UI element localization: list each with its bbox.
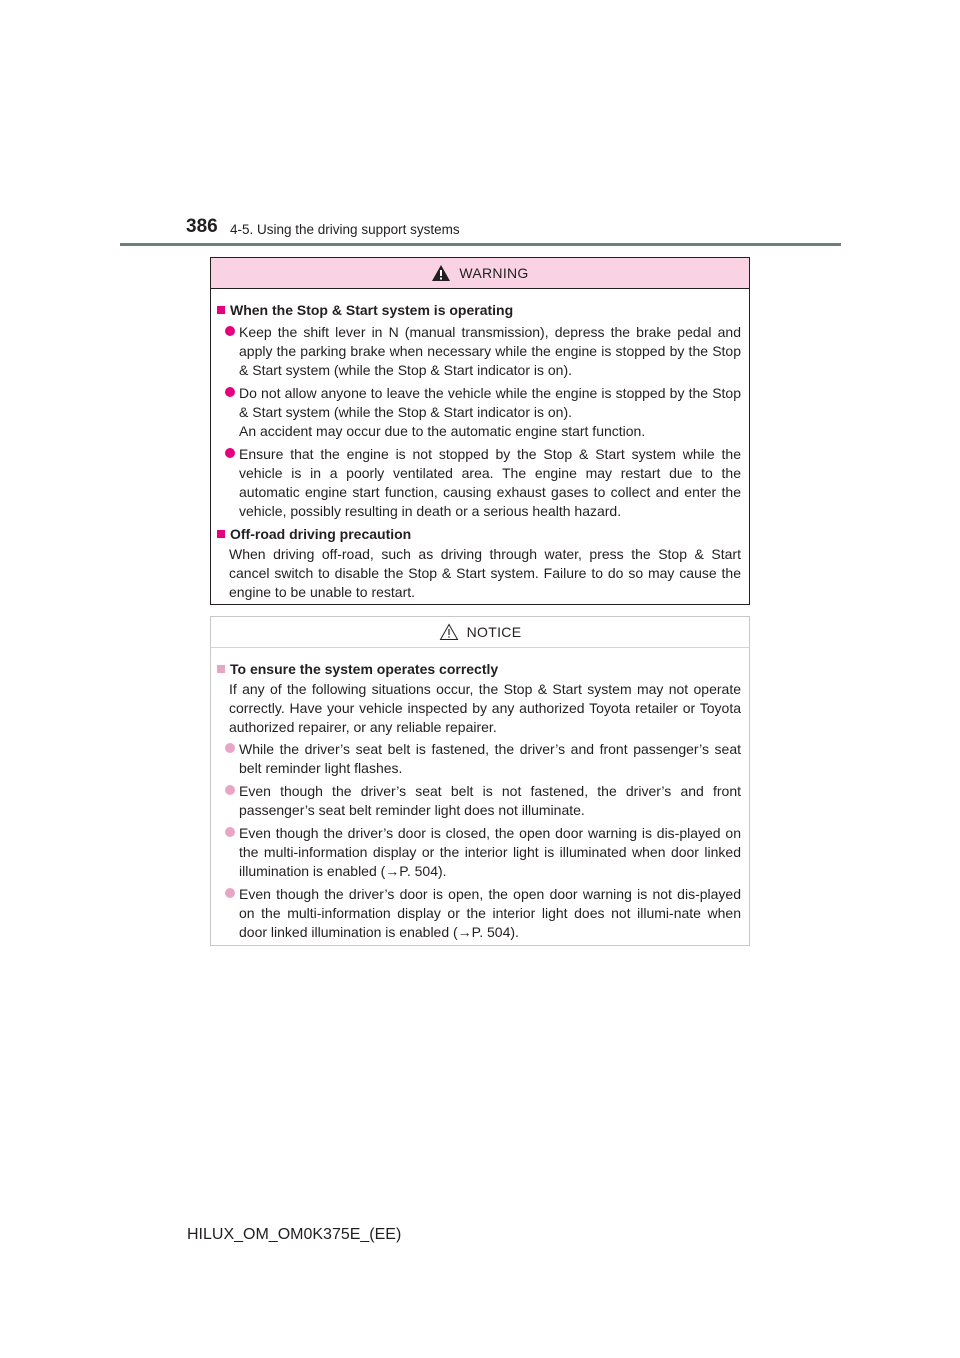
footer-doc-code: HILUX_OM_OM0K375E_(EE)	[187, 1226, 402, 1243]
notice-body	[211, 648, 749, 942]
bullet-dot-icon	[225, 743, 235, 753]
notice-header	[211, 617, 749, 648]
bullet-dot-icon	[225, 448, 235, 458]
heading-text: Off-road driving precaution	[230, 526, 412, 542]
warning-title: WARNING	[459, 265, 529, 281]
section-title: 4-5. Using the driving support systems	[230, 222, 460, 237]
caution-triangle-icon	[439, 623, 459, 641]
section-heading	[217, 525, 741, 544]
notice-title: NOTICE	[466, 624, 522, 640]
square-bullet-icon	[217, 665, 225, 673]
warning-triangle-icon	[431, 264, 451, 282]
list-item-text: While the driver’s seat belt is fastened, the driver’s and front passenger’s seat belt reminder light flashes.	[239, 741, 741, 776]
list-item-text	[239, 384, 741, 441]
list-item	[225, 445, 741, 521]
bullet-dot-icon	[225, 785, 235, 795]
bullet-dot-icon	[225, 387, 235, 397]
list-item-text: Keep the shift lever in N (manual transmission), depress the brake pedal and apply the parking brake when necessary while the engine is stopped by the Stop & Start system (while the Stop & Start indicator is on).	[239, 324, 741, 378]
square-bullet-icon	[217, 530, 225, 538]
section-heading	[217, 660, 741, 679]
warning-box	[210, 257, 750, 605]
list-item-text: Even though the driver’s seat belt is not fastened, the driver’s and front passenger’s seat belt reminder light does not illuminate.	[239, 783, 741, 818]
list-item	[225, 824, 741, 881]
list-item-line: Do not allow anyone to leave the vehicle while the engine is stopped by the Stop & Start system (while the Stop & Start indicator is on).	[239, 385, 741, 420]
list-item	[225, 323, 741, 380]
page-number: 386	[186, 216, 218, 237]
notice-box	[210, 616, 750, 946]
heading-text: When the Stop & Start system is operating	[230, 302, 514, 318]
list-item-text: Ensure that the engine is not stopped by the Stop & Start system while the vehicle is in a poorly ventilated area. The engine may restart due to the automatic engine start function, causing exhaust gases to collect and enter the vehicle, possibly resulting in death or a serious health hazard.	[239, 446, 741, 519]
list-item	[225, 782, 741, 820]
paragraph: If any of the following situations occur, the Stop & Start system may not operate correctly. Have your vehicle inspected by any authorized Toyota retailer or Toyota authorized repairer, or any reliable repairer.	[229, 681, 741, 735]
list-item	[225, 885, 741, 942]
section-heading	[217, 301, 741, 320]
list-item	[225, 740, 741, 778]
header-rule	[120, 243, 841, 246]
list-item-line: An accident may occur due to the automatic engine start function.	[239, 423, 646, 439]
square-bullet-icon	[217, 306, 225, 314]
bullet-dot-icon	[225, 326, 235, 336]
list-item-text: Even though the driver’s door is open, the open door warning is not dis-played on the multi-information display or the interior light does not illumi-nate when door linked illumination is enabled (→P. 504).	[239, 886, 741, 940]
list-item	[225, 384, 741, 441]
list-item-text: Even though the driver’s door is closed, the open door warning is dis-played on the multi-information display or the interior light is illuminated when door linked illumination is enabled (→P. 504).	[239, 825, 741, 879]
heading-text: To ensure the system operates correctly	[230, 661, 499, 677]
paragraph: When driving off-road, such as driving through water, press the Stop & Start cancel switch to disable the Stop & Start system. Failure to do so may cause the engine to be unable to restart.	[229, 546, 741, 600]
warning-header	[211, 258, 749, 289]
bullet-dot-icon	[225, 827, 235, 837]
warning-body	[211, 289, 749, 602]
bullet-dot-icon	[225, 888, 235, 898]
